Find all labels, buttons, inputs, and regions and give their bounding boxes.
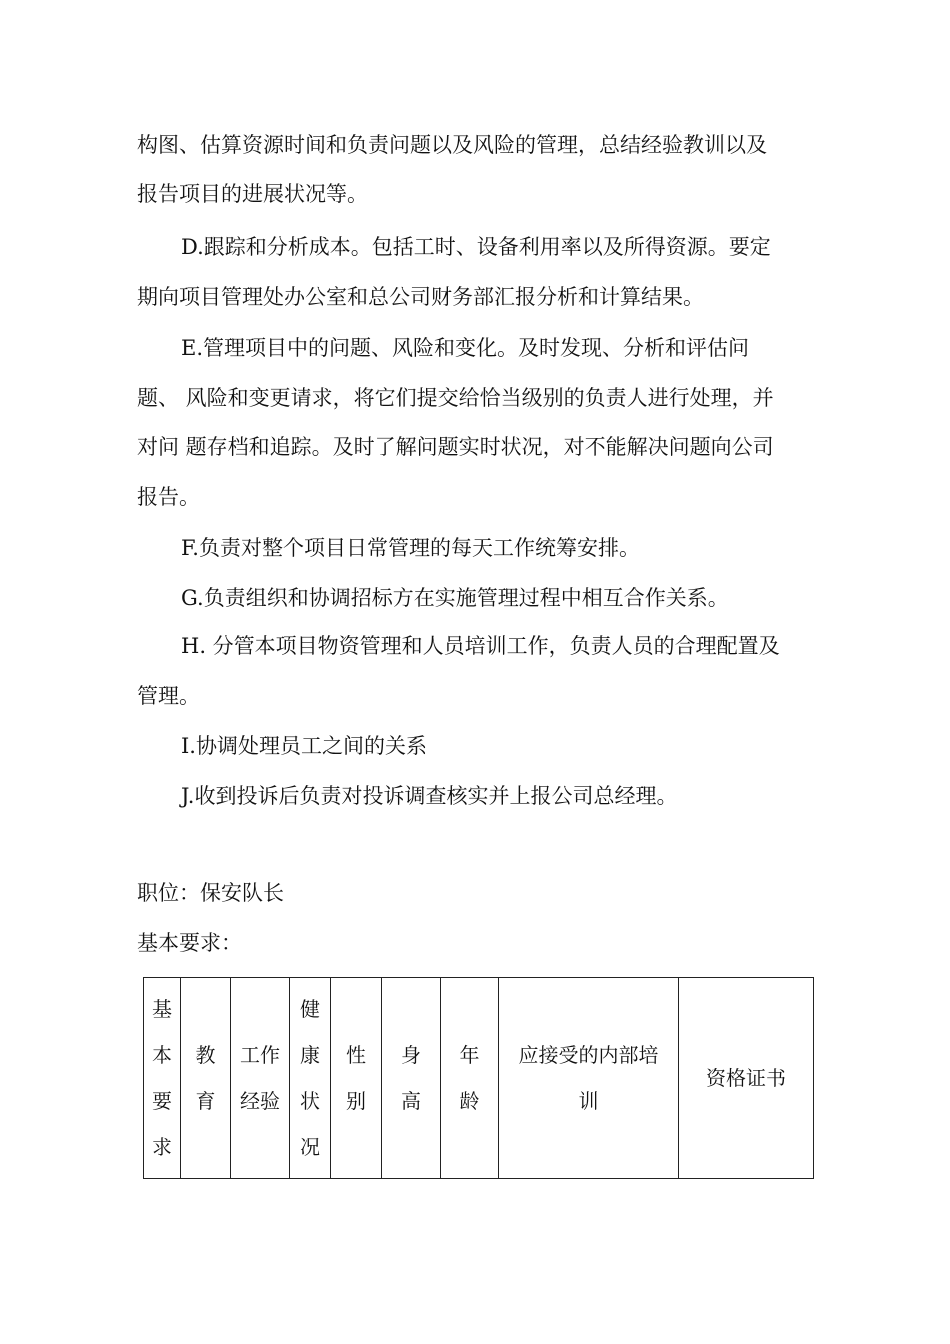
requirements-table	[143, 977, 814, 1179]
requirements-label: 基本要求：	[137, 931, 242, 955]
paragraph-item-e: E.管理项目中的问题、风险和变化。及时发现、分析和评估问	[181, 336, 750, 360]
paragraph-item-h: H. 分管本项目物资管理和人员培训工作，负责人员的合理配置及	[181, 634, 780, 658]
paragraph-item-j: J.收到投诉后负责对投诉调查核实并上报公司总经理。	[181, 784, 678, 808]
paragraph-line: 报告项目的进展状况等。	[137, 182, 368, 206]
paragraph-item-f: F.负责对整个项目日常管理的每天工作统筹安排。	[181, 536, 640, 560]
table-header-cell: 教育	[181, 978, 231, 1179]
paragraph-line: 题、 风险和变更请求，将它们提交给恰当级别的负责人进行处理，并	[137, 386, 774, 410]
table-header-cell: 资格证书	[679, 978, 814, 1179]
paragraph-line: 期向项目管理处办公室和总公司财务部汇报分析和计算结果。	[137, 285, 704, 309]
table-header-cell: 年龄	[441, 978, 499, 1179]
table-header-cell: 应接受的内部培训	[499, 978, 679, 1179]
paragraph-item-i: I.协调处理员工之间的关系	[181, 734, 427, 758]
table-header-row	[144, 978, 814, 1179]
table-header-cell: 工作经验	[231, 978, 290, 1179]
table-header-cell: 身高	[382, 978, 441, 1179]
paragraph-line: 构图、估算资源时间和负责问题以及风险的管理，总结经验教训以及	[137, 133, 767, 157]
table-header-cell: 性别	[331, 978, 382, 1179]
paragraph-item-g: G.负责组织和协调招标方在实施管理过程中相互合作关系。	[181, 586, 729, 610]
position-label: 职位：保安队长	[137, 881, 284, 905]
paragraph-line: 管理。	[137, 684, 200, 708]
table-header-cell: 健康状况	[290, 978, 331, 1179]
paragraph-line: 对问 题存档和追踪。及时了解问题实时状况，对不能解决问题向公司	[137, 435, 774, 459]
paragraph-item-d: D.跟踪和分析成本。包括工时、设备利用率以及所得资源。要定	[181, 235, 771, 259]
table-header-cell: 基本要求	[144, 978, 181, 1179]
paragraph-line: 报告。	[137, 485, 200, 509]
